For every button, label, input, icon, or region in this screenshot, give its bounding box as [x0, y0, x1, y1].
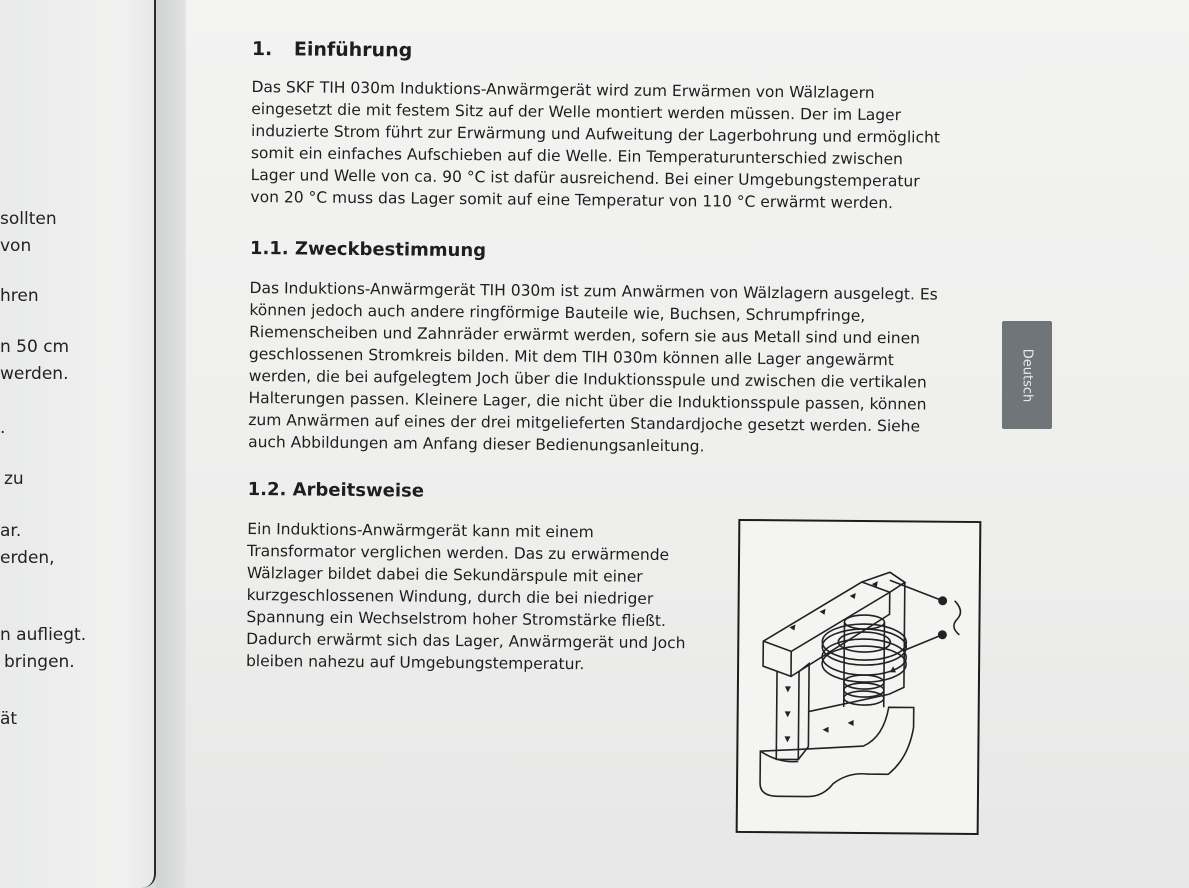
- left-fragment: ät: [0, 709, 18, 729]
- left-fragment: sollten: [0, 209, 57, 229]
- left-fragment: n aufliegt.: [0, 625, 87, 645]
- left-fragment: bringen.: [4, 652, 75, 672]
- left-page: [0, 0, 156, 888]
- binding-gutter: [156, 0, 186, 888]
- left-fragment: hren: [0, 286, 39, 306]
- introduction-paragraph: Das SKF TIH 030m Induktions-Anwärmgerät wird zum Erwärmen von Wälzlagern eingesetzt die mit festem Sitz auf der Welle montiert werden müssen. Der im Lager induzierte Strom führt zur Erwärmung und Aufweitung der Lagerbohrung und ermöglicht somit ein einfaches Aufschieben auf die Welle. Ein Temperaturunterschied zwischen Lager und Welle von ca. 90 °C ist dafür ausreichend. Bei einer Umgebungstemperatur von 20 °C muss das Lager somit auf eine Temperatur von 110 °C erwärmt werden.: [250, 77, 941, 213]
- left-fragment: von: [0, 236, 32, 256]
- induction-heater-diagram-icon: [738, 521, 980, 833]
- section-title: Einführung: [293, 38, 413, 62]
- language-tab: [1002, 321, 1052, 429]
- operation-paragraph: Ein Induktions-Anwärmgerät kann mit einem Transformator verglichen werden. Das zu erwärmende Wälzlager bildet dabei die Sekundärspule mit einer kurzgeschlossenen Windung, durch die bei niedriger Spannung ein Wechselstrom hoher Stromstärke fließt. Dadurch erwärmt sich das Lager, Anwärmgerät und Joch bleiben nahezu auf Umgebungstemperatur.: [245, 519, 686, 674]
- section-1-1-heading: 1.1. Zweckbestimmung: [249, 237, 487, 262]
- section-number: 1.: [251, 38, 273, 61]
- left-fragment: .: [0, 418, 6, 438]
- left-fragment: n 50 cm: [0, 337, 70, 357]
- left-fragment: werden.: [0, 364, 69, 384]
- left-fragment: zu: [4, 469, 24, 489]
- induction-heater-figure: [736, 519, 982, 835]
- language-tab-label: Deutsch: [1019, 348, 1035, 402]
- section-1-2-heading: 1.2. Arbeitsweise: [247, 478, 425, 502]
- left-fragment: erden,: [0, 548, 55, 568]
- purpose-paragraph: Das Induktions-Anwärmgerät TIH 030m ist zum Anwärmen von Wälzlagern ausgelegt. Es können jedoch auch andere ringförmige Bauteile wie, Buchsen, Schrumpfringe, Riemenscheiben und Zahnräder erwärmt werden, sofern sie aus Metall sind und einen geschlossenen Stromkreis bilden. Mit dem TIH 030m können alle Lager angewärmt werden, die bei aufgelegtem Joch über die Induktionsspule und zwischen die vertikalen Halterungen passen. Kleinere Lager, die nicht über die Induktionsspule passen, können zum Anwärmen auf eines der drei mitgelieferten Standardjoche gesetzt werden. Siehe auch Abbildungen am Anfang dieser Bedienungsanleitung.: [248, 278, 938, 456]
- left-fragment: ar.: [0, 521, 22, 541]
